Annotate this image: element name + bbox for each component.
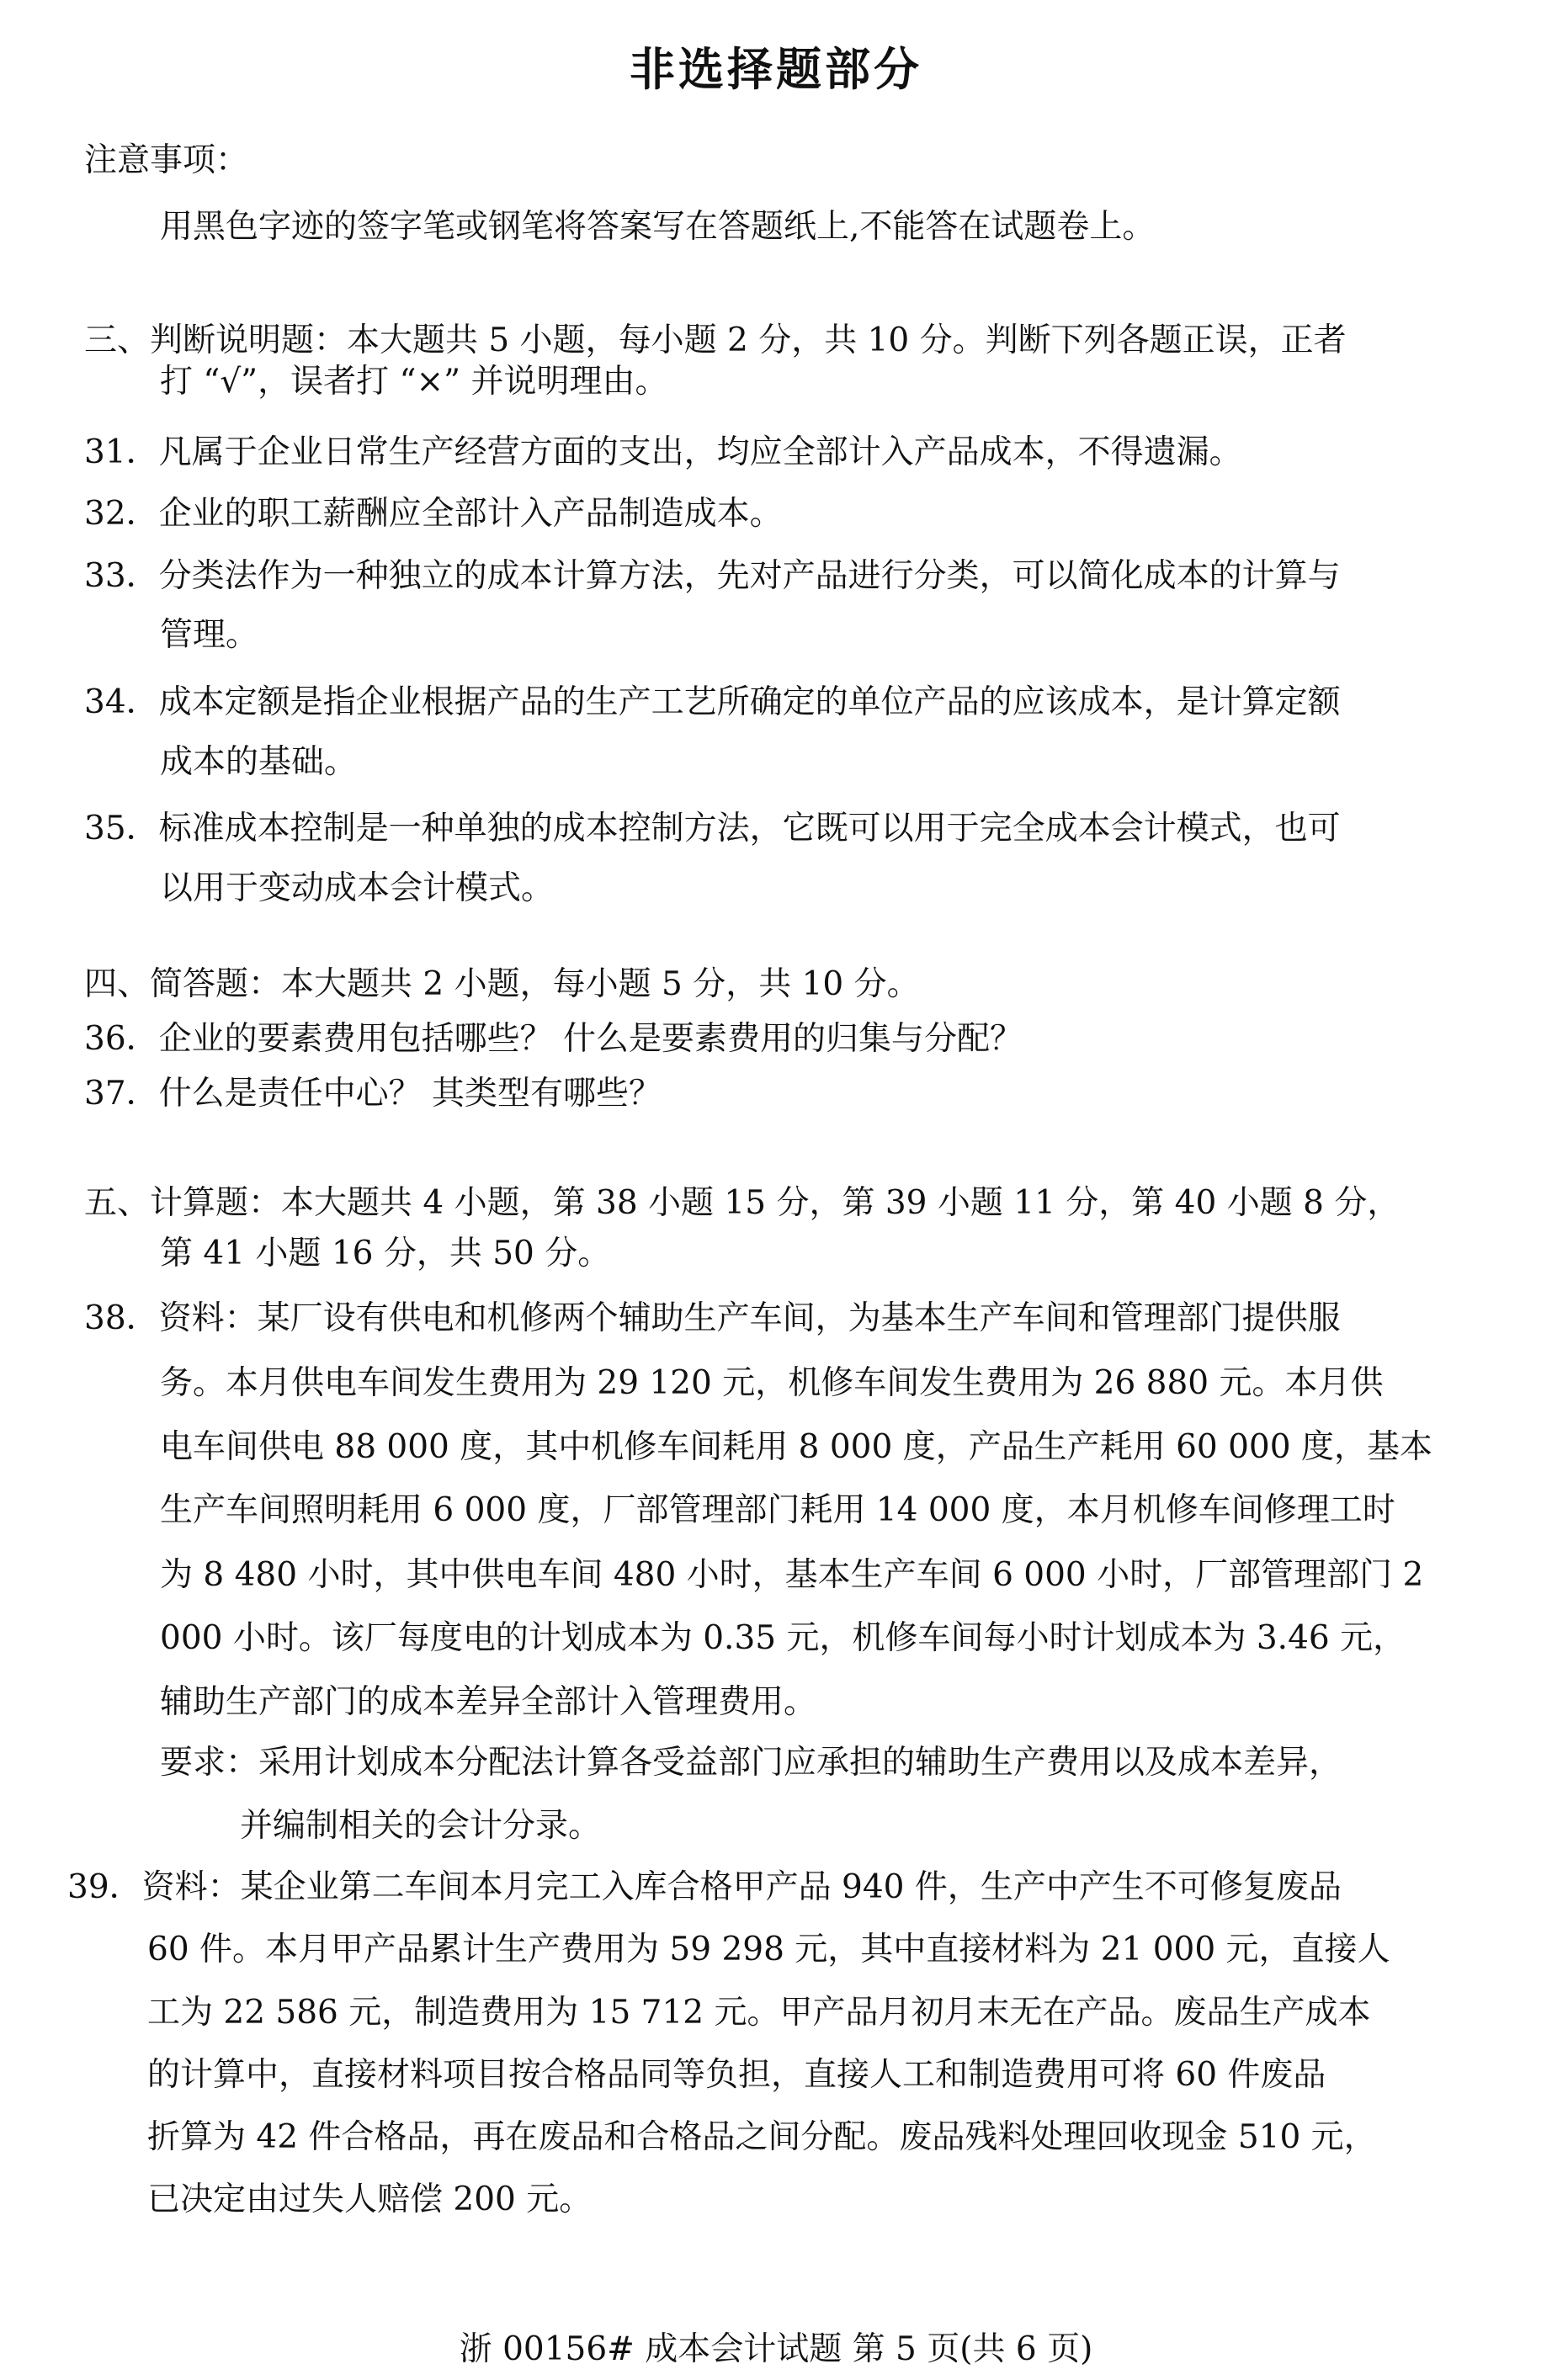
question-38-line: 辅助生产部门的成本差异全部计入管理费用。 — [160, 1683, 817, 1721]
section4-heading: 四、简答题：本大题共 2 小题，每小题 5 分，共 10 分。 — [84, 965, 920, 1003]
question-39-line: 工为 22 586 元，制造费用为 15 712 元。甲产品月初月末无在产品。废品生产成本 — [147, 1994, 1371, 2032]
question-37: 37．什么是责任中心？ 其类型有哪些？ — [84, 1075, 662, 1113]
question-38-line: 为 8 480 小时，其中供电车间 480 小时，基本生产车间 6 000 小时，厂部管理部门 2 — [160, 1556, 1424, 1594]
question-39-line: 60 件。本月甲产品累计生产费用为 59 298 元，其中直接材料为 21 000 元，直接人 — [147, 1931, 1390, 1968]
question-38-requirement: 要求：采用计划成本分配法计算各受益部门应承担的辅助生产费用以及成本差异， — [160, 1744, 1342, 1782]
question-36: 36．企业的要素费用包括哪些？ 什么是要素费用的归集与分配？ — [84, 1020, 1023, 1058]
question-38-requirement-cont: 并编制相关的会计分录。 — [240, 1807, 602, 1845]
section5-heading: 五、计算题：本大题共 4 小题，第 38 小题 15 分，第 39 小题 11 分，第 40 小题 8 分， — [84, 1184, 1401, 1222]
question-35: 35．标准成本控制是一种单独的成本控制方法，它既可以用于完全成本会计模式，也可 — [84, 810, 1341, 847]
question-34: 34．成本定额是指企业根据产品的生产工艺所确定的单位产品的应该成本，是计算定额 — [84, 683, 1341, 721]
notice-heading: 注意事项： — [84, 141, 249, 179]
section3-heading-cont: 打 “√”，误者打 “×” 并说明理由。 — [160, 363, 668, 401]
question-33-cont: 管理。 — [160, 616, 259, 654]
question-38-line: 生产车间照明耗用 6 000 度，厂部管理部门耗用 14 000 度，本月机修车间修理工时 — [160, 1491, 1395, 1529]
question-39: 39．资料：某企业第二车间本月完工入库合格甲产品 940 件，生产中产生不可修复废品 — [67, 1868, 1342, 1906]
question-39-line: 的计算中，直接材料项目按合格品同等负担，直接人工和制造费用可将 60 件废品 — [147, 2056, 1326, 2094]
section5-heading-cont: 第 41 小题 16 分，共 50 分。 — [160, 1235, 611, 1272]
page-footer: 浙 00156# 成本会计试题 第 5 页(共 6 页) — [459, 2330, 1093, 2368]
question-38-line: 000 小时。该厂每度电的计划成本为 0.35 元，机修车间每小时计划成本为 3.46 元， — [160, 1619, 1406, 1657]
page-title: 非选择题部分 — [630, 43, 922, 96]
notice-text: 用黑色字迹的签字笔或钢笔将答案写在答题纸上,不能答在试题卷上。 — [160, 208, 1156, 246]
section3-heading: 三、判断说明题：本大题共 5 小题，每小题 2 分，共 10 分。判断下列各题正误，正者 — [84, 321, 1347, 359]
question-39-line: 已决定由过失人赔偿 200 元。 — [147, 2181, 593, 2218]
question-38-line: 电车间供电 88 000 度，其中机修车间耗用 8 000 度，产品生产耗用 60 000 度，基本 — [160, 1428, 1432, 1466]
question-39-line: 折算为 42 件合格品，再在废品和合格品之间分配。废品残料处理回收现金 510 元， — [147, 2118, 1377, 2156]
question-38-line: 务。本月供电车间发生费用为 29 120 元，机修车间发生费用为 26 880 元。本月供 — [160, 1364, 1384, 1402]
question-31: 31．凡属于企业日常生产经营方面的支出，均应全部计入产品成本，不得遗漏。 — [84, 433, 1242, 471]
question-33: 33．分类法作为一种独立的成本计算方法，先对产品进行分类，可以简化成本的计算与 — [84, 557, 1341, 595]
question-38: 38．资料：某厂设有供电和机修两个辅助生产车间，为基本生产车间和管理部门提供服 — [84, 1299, 1341, 1337]
question-35-cont: 以用于变动成本会计模式。 — [160, 869, 555, 907]
question-34-cont: 成本的基础。 — [160, 743, 358, 781]
question-32: 32．企业的职工薪酬应全部计入产品制造成本。 — [84, 495, 783, 533]
